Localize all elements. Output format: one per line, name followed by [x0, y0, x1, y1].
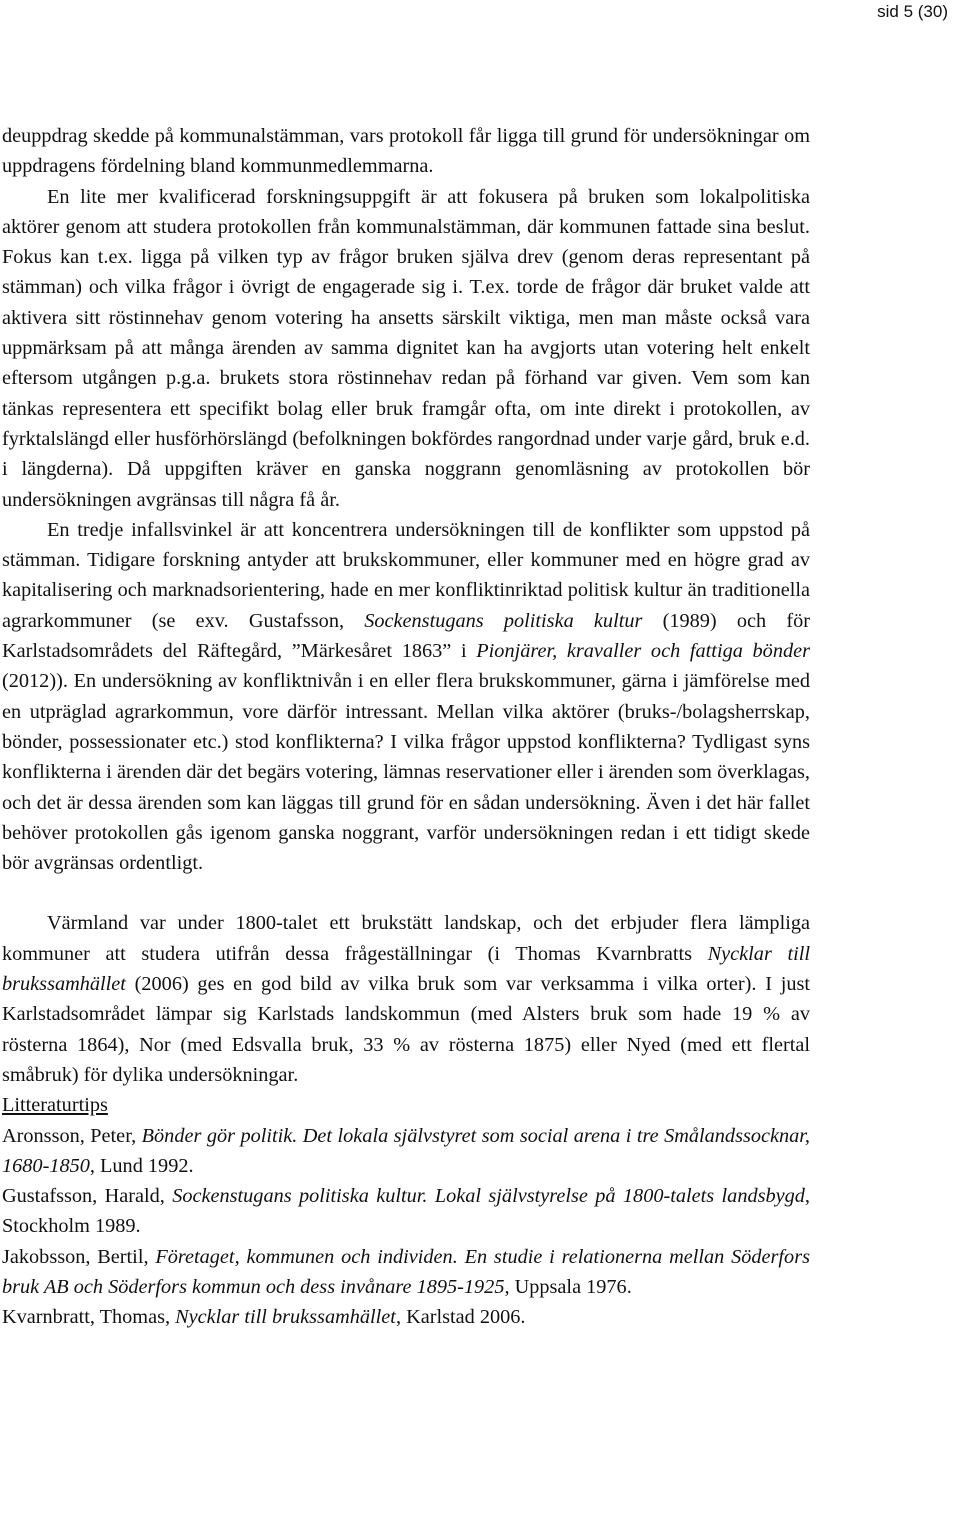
text-run: deuppdrag skedde på kommunalstämman, vars protokoll får ligga till grund för undersökningar om uppdragens fördelning bland kommunmedlemmarna. — [2, 125, 810, 178]
text-run: (1989) och för Karlstadsområdets del Räftegård, ”Märkesåret 1863” i — [2, 609, 810, 663]
literature-list — [2, 1121, 810, 1333]
text-run: En tredje infallsvinkel är att koncentrera undersökningen till de konflikter som uppstod på stämman. Tidigare forskning antyder att brukskommuner, eller kommuner med en högre grad av kapitalisering och marknadsorientering, hade en mer konfliktinriktad politisk kultur än traditionella agrarkommuner (se exv. Gustafsson, — [2, 518, 810, 632]
italic-title: Nycklar till brukssamhället — [2, 942, 810, 996]
document-body — [2, 121, 810, 1333]
body-paragraph — [2, 908, 810, 1090]
body-paragraphs — [2, 121, 810, 1090]
citation-text: Gustafsson, Harald, — [2, 1185, 173, 1208]
body-paragraph — [2, 515, 810, 879]
italic-title: Pionjärer, kravaller och fattiga bönder — [476, 640, 810, 663]
paragraph-gap — [2, 878, 810, 908]
literature-entry — [2, 1181, 810, 1242]
text-run: Värmland var under 1800-talet ett brukstätt landskap, och det erbjuder flera lämpliga kommuner att studera utifrån dessa frågeställningar (i Thomas Kvarnbratts — [2, 912, 810, 965]
citation-text: , Uppsala 1976. — [504, 1275, 632, 1298]
literature-entry — [2, 1242, 810, 1303]
book-title: Sockenstugans politiska kultur. Lokal självstyrelse på 1800-talets landsbygd — [172, 1185, 805, 1208]
citation-text: , Stockholm 1989. — [2, 1185, 810, 1238]
citation-text: Aronsson, Peter, — [2, 1124, 142, 1147]
book-title: Nycklar till brukssamhället — [175, 1306, 396, 1329]
italic-title: Sockenstugans politiska kultur — [364, 609, 643, 632]
body-paragraph — [2, 121, 810, 182]
body-paragraph — [2, 182, 810, 515]
text-run: En lite mer kvalificerad forskningsuppgift är att fokusera på bruken som lokalpolitiska aktörer genom att studera protokollen från kommunalstämman, där kommunen fattade sina beslut. Fokus kan t.ex. ligga på vilken typ av frågor bruken själva drev (genom deras representant på stämman) och vilka frågor i övrigt de engagerade sig i. T.ex. torde de frågor där bruket valde att aktivera sitt röstinnehav genom votering ha ansetts särskilt viktiga, men man måste också vara uppmärksam på att många ärenden av samma dignitet kan ha avgjorts utan votering helt enkelt eftersom utgången p.g.a. brukets stora röstinnehav redan på förhand var given. Vem som kan tänkas representera ett specifikt bolag eller bruk framgår ofta, om inte direkt i protokollen, av fyrktalslängd eller husförhörslängd (befolkningen bokfördes rangordnad under varje gård, bruk e.d. i längderna). Då uppgiften kräver en ganska noggrann genomläsning av protokollen bör undersökningen avgränsas till några få år. — [2, 185, 810, 511]
citation-text: Kvarnbratt, Thomas, — [2, 1306, 176, 1329]
literature-entry — [2, 1121, 810, 1182]
citation-text: Jakobsson, Bertil, — [2, 1245, 156, 1268]
text-run: (2012)). En undersökning av konfliktnivån i en eller flera brukskommuner, gärna i jämförelse med en utpräglad agrarkommun, vore därför intressant. Mellan vilka aktörer (bruks-/bolagsherrskap, bönder, possessionater etc.) stod konflikterna? I vilka frågor uppstod konflikterna? Tydligast syns konflikterna i ärenden där det begärs votering, lämnas reservationer eller i ärenden som överklagas, och det är dessa ärenden som kan läggas till grund för en sådan undersökning. Även i det här fallet behöver protokollen gås igenom ganska noggrant, varför undersökningen redan i ett tidigt skede bör avgränsas ordentligt. — [2, 670, 810, 875]
book-title: Bönder gör politik. Det lokala självstyret som social arena i tre Smålandssocknar, 1680-1850 — [2, 1124, 811, 1177]
book-title: Företaget, kommunen och individen. En studie i relationerna mellan Söderfors bruk AB och Söderfors kommun och dess invånare 1895-1925 — [2, 1245, 810, 1298]
citation-text: , Karlstad 2006. — [395, 1306, 526, 1329]
literature-entry — [2, 1302, 810, 1332]
literature-heading: Litteraturtips — [2, 1094, 108, 1117]
citation-text: , Lund 1992. — [89, 1154, 194, 1177]
text-run: (2006) ges en god bild av vilka bruk som var verksamma i vilka orter). I just Karlstadsområdet lämpar sig Karlstads landskommun (med Alsters bruk som hade 19 % av rösterna 1864), Nor (med Edsvalla bruk, 33 % av rösterna 1875) eller Nyed (med ett flertal småbruk) för dylika undersökningar. — [2, 973, 810, 1086]
page-number: sid 5 (30) — [877, 2, 948, 21]
